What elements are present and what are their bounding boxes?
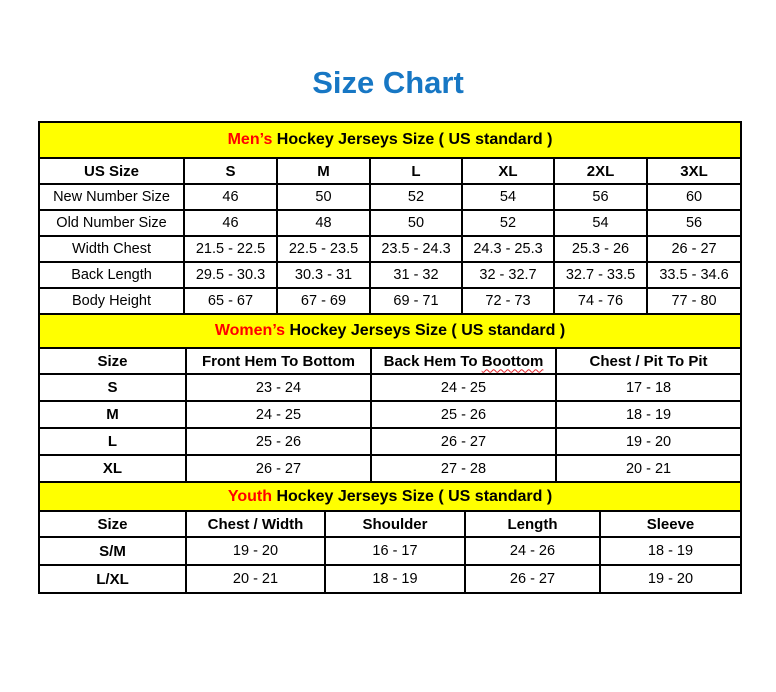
column-header: 2XL (554, 158, 647, 184)
table-row (39, 455, 741, 482)
page-title: Size Chart (312, 65, 464, 100)
size-value-cell: 21.5 - 22.5 (184, 236, 277, 262)
size-value-cell: 19 - 20 (186, 537, 325, 565)
row-label: Back Length (39, 262, 184, 288)
size-value-cell: 27 - 28 (371, 455, 556, 482)
size-value-cell: 16 - 17 (325, 537, 465, 565)
size-value-cell: 18 - 19 (600, 537, 741, 565)
size-value-cell: 24 - 25 (371, 374, 556, 401)
table-row (39, 262, 741, 288)
section-header-accent: Youth (227, 487, 273, 505)
section-header-womens (39, 314, 741, 348)
size-value-cell: 65 - 67 (184, 288, 277, 314)
size-tables-container (38, 121, 740, 594)
section-header-mens (39, 122, 741, 158)
column-header: Shoulder (325, 511, 465, 537)
row-label: L (39, 428, 186, 455)
row-label: Old Number Size (39, 210, 184, 236)
section-header-accent: Women’s (214, 322, 286, 340)
misspelled-word: Boottom (481, 352, 544, 370)
size-table-mens (38, 121, 742, 315)
column-header: Length (465, 511, 600, 537)
size-value-cell: 19 - 20 (556, 428, 741, 455)
size-value-cell: 26 - 27 (647, 236, 741, 262)
table-row (39, 184, 741, 210)
size-value-cell: 74 - 76 (554, 288, 647, 314)
row-label: M (39, 401, 186, 428)
column-header: US Size (39, 158, 184, 184)
row-label: S/M (39, 537, 186, 565)
column-header: Chest / Width (186, 511, 325, 537)
size-value-cell: 18 - 19 (325, 565, 465, 593)
column-header: M (277, 158, 370, 184)
column-header: Front Hem To Bottom (186, 348, 371, 374)
table-row (39, 428, 741, 455)
table-row (39, 288, 741, 314)
section-header-accent: Men’s (227, 131, 273, 149)
size-value-cell: 52 (370, 184, 462, 210)
size-value-cell: 26 - 27 (186, 455, 371, 482)
row-label: New Number Size (39, 184, 184, 210)
size-value-cell: 20 - 21 (556, 455, 741, 482)
column-header: Sleeve (600, 511, 741, 537)
size-value-cell: 72 - 73 (462, 288, 554, 314)
size-value-cell: 24.3 - 25.3 (462, 236, 554, 262)
size-value-cell: 52 (462, 210, 554, 236)
size-value-cell: 50 (370, 210, 462, 236)
size-value-cell: 56 (647, 210, 741, 236)
table-row (39, 401, 741, 428)
size-value-cell: 32 - 32.7 (462, 262, 554, 288)
size-value-cell: 54 (554, 210, 647, 236)
size-value-cell: 19 - 20 (600, 565, 741, 593)
size-value-cell: 54 (462, 184, 554, 210)
size-value-cell: 24 - 26 (465, 537, 600, 565)
row-label: Width Chest (39, 236, 184, 262)
column-header: L (370, 158, 462, 184)
size-value-cell: 23.5 - 24.3 (370, 236, 462, 262)
row-label: XL (39, 455, 186, 482)
column-header: Size (39, 511, 186, 537)
row-label: L/XL (39, 565, 186, 593)
size-value-cell: 25 - 26 (186, 428, 371, 455)
size-value-cell: 48 (277, 210, 370, 236)
size-value-cell: 56 (554, 184, 647, 210)
size-value-cell: 20 - 21 (186, 565, 325, 593)
size-value-cell: 67 - 69 (277, 288, 370, 314)
size-value-cell: 50 (277, 184, 370, 210)
size-value-cell: 18 - 19 (556, 401, 741, 428)
size-value-cell: 25 - 26 (371, 401, 556, 428)
size-value-cell: 77 - 80 (647, 288, 741, 314)
size-value-cell: 33.5 - 34.6 (647, 262, 741, 288)
column-header: Size (39, 348, 186, 374)
size-value-cell: 23 - 24 (186, 374, 371, 401)
size-value-cell: 46 (184, 210, 277, 236)
table-row (39, 374, 741, 401)
size-value-cell: 22.5 - 23.5 (277, 236, 370, 262)
row-label: S (39, 374, 186, 401)
size-value-cell: 69 - 71 (370, 288, 462, 314)
section-header-youth (39, 482, 741, 511)
row-label: Body Height (39, 288, 184, 314)
size-value-cell: 17 - 18 (556, 374, 741, 401)
size-value-cell: 60 (647, 184, 741, 210)
section-header-text: Hockey Jerseys Size ( US standard ) (272, 131, 553, 149)
size-table-womens (38, 313, 742, 483)
size-value-cell: 26 - 27 (465, 565, 600, 593)
size-value-cell: 25.3 - 26 (554, 236, 647, 262)
size-table-youth (38, 481, 742, 594)
table-row (39, 565, 741, 593)
table-row (39, 236, 741, 262)
section-header-text: Hockey Jerseys Size ( US standard ) (272, 487, 553, 505)
table-row (39, 537, 741, 565)
size-value-cell: 26 - 27 (371, 428, 556, 455)
size-value-cell: 31 - 32 (370, 262, 462, 288)
column-header: XL (462, 158, 554, 184)
size-value-cell: 30.3 - 31 (277, 262, 370, 288)
section-header-text: Hockey Jerseys Size ( US standard ) (285, 322, 566, 340)
column-header: Back Hem To Boottom (371, 348, 556, 374)
table-row (39, 210, 741, 236)
size-value-cell: 32.7 - 33.5 (554, 262, 647, 288)
column-header: 3XL (647, 158, 741, 184)
size-value-cell: 24 - 25 (186, 401, 371, 428)
size-value-cell: 29.5 - 30.3 (184, 262, 277, 288)
column-header: S (184, 158, 277, 184)
size-value-cell: 46 (184, 184, 277, 210)
column-header: Chest / Pit To Pit (556, 348, 741, 374)
